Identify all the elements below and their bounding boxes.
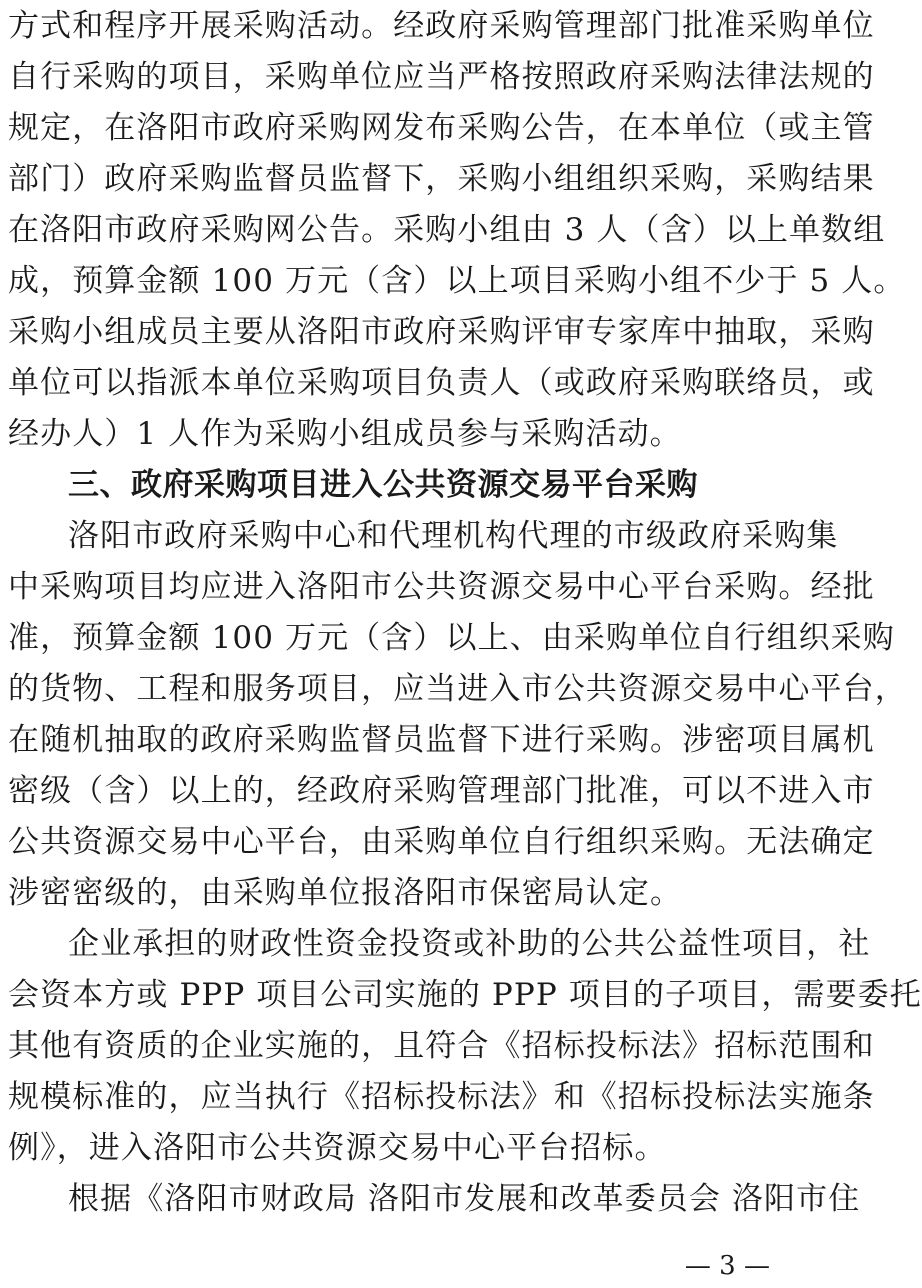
text-line-8: 单位可以指派本单位采购项目负责人（或政府采购联络员，或 (8, 365, 875, 401)
text-line-17: 公共资源交易中心平台，由采购单位自行组织采购。无法确定 (8, 824, 875, 860)
section-heading: 三、政府采购项目进入公共资源交易平台采购 (68, 467, 698, 503)
text-line-1: 方式和程序开展采购活动。经政府采购管理部门批准采购单位 (8, 8, 875, 44)
text-line-22: 规模标准的，应当执行《招标投标法》和《招标投标法实施条 (8, 1079, 875, 1115)
text-line-20: 会资本方或 PPP 项目公司实施的 PPP 项目的子项目，需要委托 (8, 977, 922, 1013)
text-line-16: 密级（含）以上的，经政府采购管理部门批准，可以不进入市 (8, 773, 875, 809)
text-line-5: 在洛阳市政府采购网公告。采购小组由 3 人（含）以上单数组 (8, 212, 886, 248)
text-line-9: 经办人）1 人作为采购小组成员参与采购活动。 (8, 416, 682, 452)
text-line-4: 部门）政府采购监督员监督下，采购小组组织采购，采购结果 (8, 161, 875, 197)
text-line-3: 规定，在洛阳市政府采购网发布采购公告，在本单位（或主管 (8, 110, 875, 146)
text-line-24: 根据《洛阳市财政局 洛阳市发展和改革委员会 洛阳市住 (68, 1181, 861, 1217)
text-line-23: 例》，进入洛阳市公共资源交易中心平台招标。 (8, 1130, 667, 1166)
text-line-14: 的货物、工程和服务项目，应当进入市公共资源交易中心平台， (8, 671, 907, 707)
text-line-13: 准，预算金额 100 万元（含）以上、由采购单位自行组织采购 (8, 620, 895, 656)
text-line-19: 企业承担的财政性资金投资或补助的公共公益性项目，社 (68, 926, 871, 962)
text-line-12: 中采购项目均应进入洛阳市公共资源交易中心平台采购。经批 (8, 569, 875, 605)
text-line-2: 自行采购的项目，采购单位应当严格按照政府采购法律法规的 (8, 59, 875, 95)
text-line-11: 洛阳市政府采购中心和代理机构代理的市级政府采购集 (68, 518, 839, 554)
text-line-6: 成，预算金额 100 万元（含）以上项目采购小组不少于 5 人。 (8, 263, 906, 299)
text-line-15: 在随机抽取的政府采购监督员监督下进行采购。涉密项目属机 (8, 722, 875, 758)
text-line-21: 其他有资质的企业实施的，且符合《招标投标法》招标范围和 (8, 1028, 875, 1064)
page-number: — 3 — (684, 1251, 770, 1281)
text-line-18: 涉密密级的，由采购单位报洛阳市保密局认定。 (8, 875, 683, 911)
text-line-7: 采购小组成员主要从洛阳市政府采购评审专家库中抽取，采购 (8, 314, 875, 350)
